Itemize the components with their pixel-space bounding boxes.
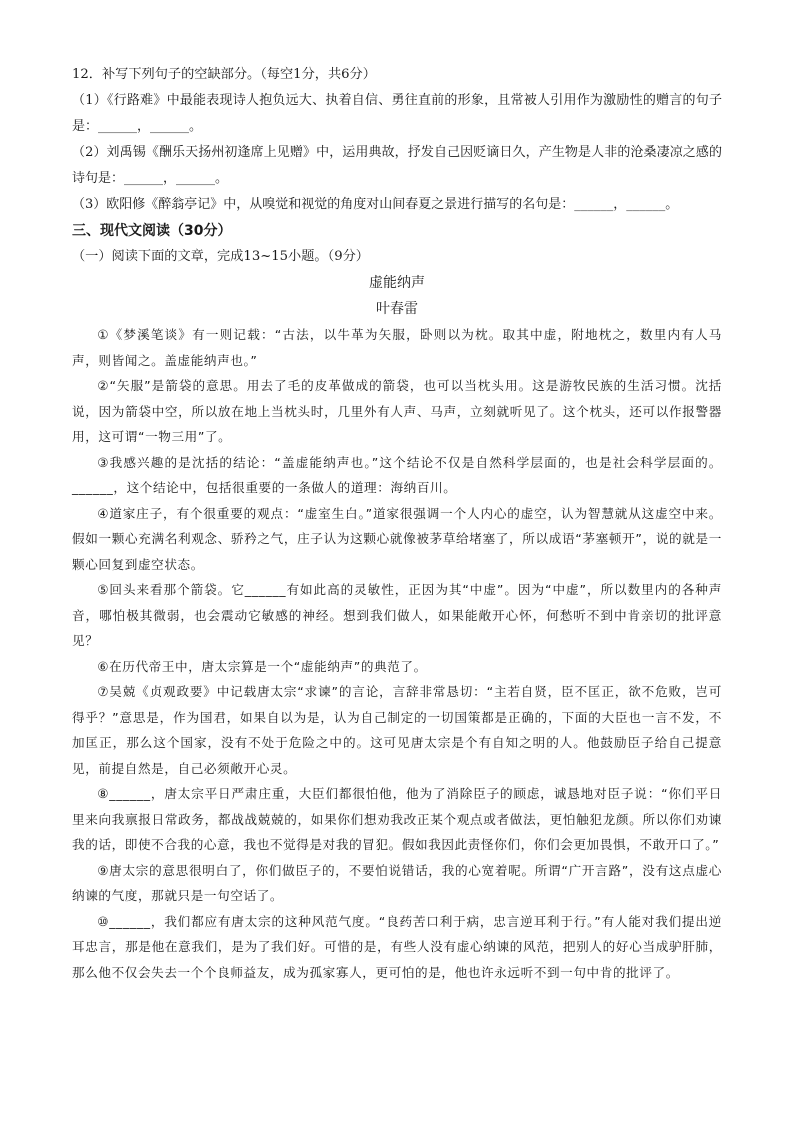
article-paragraph-5: ⑤回头来看那个箭袋。它______有如此高的灵敏性，正因为其“中虚”。因为“中虚”，所以数里内的各种声音，哪怕极其微弱，也会震动它敏感的神经。想到我们做人，如果能敞开心怀，何愁听不到中肯亲切的批评意见？: [72, 582, 722, 648]
section-3-subtitle: （一）阅读下面的文章，完成13~15小题。（9分）: [72, 249, 369, 264]
article-paragraph-6: ⑥在历代帝王中，唐太宗算是一个“虚能纳声”的典范了。: [97, 658, 427, 674]
exam-page: [72, 62, 722, 985]
section-3-title: 三、现代文阅读（30分）: [72, 223, 232, 239]
question-12-item-1: （1）《行路难》中最能表现诗人抱负远大、执着自信、勇往直前的形象，且常被人引用作为激励性的赠言的句子是：______，______。: [72, 93, 722, 134]
article-paragraph-7: ⑦吴兢《贞观政要》中记载唐太宗“求谏”的言论，言辞非常恳切：“主若自贤，臣不匡正，欲不危败，岂可得乎？”意思是，作为国君，如果自以为是，认为自己制定的一切国策都是正确的，下面的大臣也一言不发，不加匡正，那么这个国家，没有不处于危险之中的。这可见唐太宗是个有自知之明的人。他鼓励臣子给自己提意见，前提自然是，自己必须敞开心灵。: [72, 684, 722, 776]
question-12-item-2: （2）刘禹锡《酬乐天扬州初逢席上见赠》中，运用典故，抒发自己因贬谪日久，产生物是人非的沧桑凄凉之感的诗句是：______，______。: [72, 145, 722, 186]
article-paragraph-2: ②“矢服”是箭袋的意思。用去了毛的皮革做成的箭袋，也可以当枕头用。这是游牧民族的生活习惯。沈括说，因为箭袋中空，所以放在地上当枕头时，几里外有人声、马声，立刻就听见了。这个枕头，还可以作报警器用，这可谓“一物三用”了。: [72, 378, 722, 444]
article-paragraph-10: ⑩______，我们都应有唐太宗的这种风范气度。“良药苦口利于病，忠言逆耳利于行。”有人能对我们提出逆耳忠言，那是他在意我们，是为了我们好。可惜的是，有些人没有虚心纳谏的风范，把别人的好心当成驴肝肺，那么他不仅会失去一个个良师益友，成为孤家寡人，更可怕的是，他也许永远听不到一句中肯的批评了。: [72, 913, 722, 980]
question-12-title: 12．补写下列句子的空缺部分。（每空1分，共6分）: [72, 67, 376, 82]
article-author: 叶春雷: [376, 301, 418, 317]
article-paragraph-1: ①《梦溪笔谈》有一则记载：“古法，以牛革为矢服，卧则以为枕。取其中虚，附地枕之，数里内有人马声，则皆闻之。盖虚能纳声也。”: [72, 327, 722, 368]
article-paragraph-9: ⑨唐太宗的意思很明白了，你们做臣子的，不要怕说错话，我的心宽着呢。所谓“广开言路”，没有这点虚心纳谏的气度，那就只是一句空话了。: [72, 862, 722, 903]
question-12-item-3: （3）欧阳修《醉翁亭记》中，从嗅觉和视觉的角度对山间春夏之景进行描写的名句是：______，______。: [72, 197, 679, 212]
article-paragraph-8: ⑧______，唐太宗平日严肃庄重，大臣们都很怕他，他为了消除臣子的顾虑，诚恳地对臣子说：“你们平日里来向我禀报日常政务，都战战兢兢的，如果你们想劝我改正某个观点或者做法，更怕触犯龙颜。所以你们劝谏我的话，即使不合我的心意，我也不觉得是对我的冒犯。假如我因此责怪你们，你们会更加畏惧，不敢开口了。”: [72, 786, 722, 852]
article-title: 虚能纳声: [369, 275, 425, 291]
article-paragraph-4: ④道家庄子，有个很重要的观点：“虚室生白。”道家很强调一个人内心的虚空，认为智慧就从这虚空中来。假如一颗心充满名利观念、骄矜之气，庄子认为这颗心就像被茅草给堵塞了，所以成语“茅塞顿开”，说的就是一颗心回复到虚空状态。: [72, 505, 722, 572]
article-paragraph-3: ③我感兴趣的是沈括的结论：“盖虚能纳声也。”这个结论不仅是自然科学层面的，也是社会科学层面的。______，这个结论中，包括很重要的一条做人的道理：海纳百川。: [72, 454, 722, 495]
